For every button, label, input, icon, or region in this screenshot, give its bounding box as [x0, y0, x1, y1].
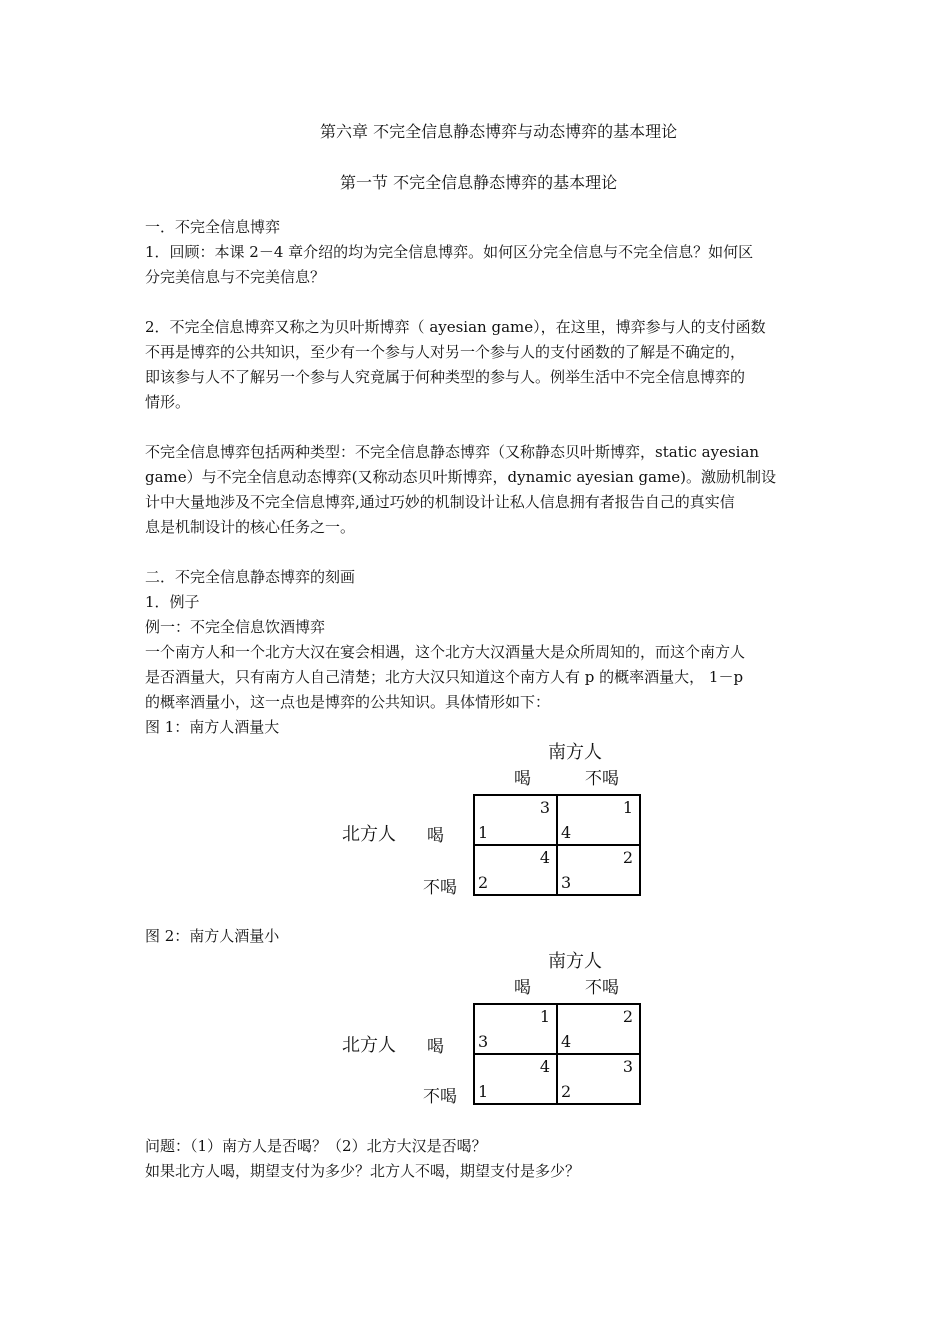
north-payoff: 4	[561, 1032, 572, 1051]
paragraph-line: 1．回顾：本课 2－4 章介绍的均为完全信息博弈。如何区分完全信息与不完全信息？如何区	[145, 243, 754, 261]
south-payoff: 3	[539, 798, 550, 817]
payoff-cell	[557, 795, 640, 845]
section-title: 第一节 不完全信息静态博弈的基本理论	[340, 173, 618, 192]
payoff-cell	[474, 1004, 557, 1054]
paragraph-line: 息是机制设计的核心任务之一。	[145, 518, 356, 536]
payoff-matrix	[473, 794, 641, 896]
col-strategy-label: 喝	[514, 978, 531, 998]
col-strategy-label: 不喝	[585, 978, 619, 998]
north-payoff: 1	[478, 1082, 489, 1101]
row-strategy-label: 不喝	[423, 1087, 457, 1107]
north-payoff: 4	[561, 823, 572, 842]
paragraph-line: game）与不完全信息动态博弈(又称动态贝叶斯博弈，dynamic ayesian game)。激励机制设	[145, 468, 777, 486]
row-player-label: 北方人	[342, 824, 396, 845]
paragraph-line: 分完美信息与不完美信息？	[145, 268, 326, 286]
row-strategy-label: 喝	[427, 1037, 444, 1057]
figure-caption: 图 1：南方人酒量大	[145, 718, 280, 736]
payoff-cell	[557, 845, 640, 895]
chapter-title: 第六章 不完全信息静态博弈与动态博弈的基本理论	[320, 122, 678, 141]
row-player-label: 北方人	[342, 1035, 396, 1056]
question-line: 问题：（1）南方人是否喝？（2）北方大汉是否喝？	[145, 1137, 487, 1155]
north-payoff: 3	[478, 1032, 489, 1051]
question-line: 如果北方人喝，期望支付为多少？北方人不喝，期望支付是多少？	[145, 1162, 581, 1180]
south-payoff: 3	[622, 1057, 633, 1076]
part1-heading: 一．不完全信息博弈	[145, 218, 281, 236]
payoff-matrix	[473, 1003, 641, 1105]
col-player-label: 南方人	[548, 742, 602, 763]
paragraph-line: 计中大量地涉及不完全信息博弈,通过巧妙的机制设计让私人信息拥有者报告自己的真实信	[145, 493, 735, 511]
paragraph-line: 情形。	[145, 393, 191, 411]
payoff-cell	[474, 1054, 557, 1104]
col-strategy-label: 喝	[514, 769, 531, 789]
north-payoff: 2	[478, 873, 489, 892]
row-strategy-label: 不喝	[423, 878, 457, 898]
paragraph-line: 即该参与人不了解另一个参与人究竟属于何种类型的参与人。例举生活中不完全信息博弈的	[145, 368, 746, 386]
south-payoff: 1	[622, 798, 633, 817]
paragraph-line: 不再是博弈的公共知识，至少有一个参与人对另一个参与人的支付函数的了解是不确定的，	[145, 343, 746, 361]
paragraph-line: 一个南方人和一个北方大汉在宴会相遇，这个北方大汉酒量大是众所周知的，而这个南方人	[145, 643, 746, 661]
north-payoff: 1	[478, 823, 489, 842]
north-payoff: 3	[561, 873, 572, 892]
figure-caption: 图 2：南方人酒量小	[145, 927, 280, 945]
north-payoff: 2	[561, 1082, 572, 1101]
payoff-cell	[474, 845, 557, 895]
col-player-label: 南方人	[548, 951, 602, 972]
south-payoff: 1	[539, 1007, 550, 1026]
payoff-cell	[557, 1004, 640, 1054]
payoff-cell	[474, 795, 557, 845]
south-payoff: 4	[539, 848, 550, 867]
example-title: 例一：不完全信息饮酒博弈	[145, 618, 326, 636]
paragraph-line: 2．不完全信息博弈又称之为贝叶斯博弈（ ayesian game），在这里，博弈参与人的支付函数	[145, 318, 766, 336]
subheading: 1．例子	[145, 593, 200, 611]
south-payoff: 2	[622, 1007, 633, 1026]
south-payoff: 2	[622, 848, 633, 867]
row-strategy-label: 喝	[427, 826, 444, 846]
paragraph-line: 的概率酒量小，这一点也是博弈的公共知识。具体情形如下：	[145, 693, 551, 711]
paragraph-line: 不完全信息博弈包括两种类型：不完全信息静态博弈（又称静态贝叶斯博弈，static ayesian	[145, 443, 760, 461]
paragraph-line: 是否酒量大，只有南方人自己清楚；北方大汉只知道这个南方人有 p 的概率酒量大， 1－p	[145, 668, 744, 686]
col-strategy-label: 不喝	[585, 769, 619, 789]
south-payoff: 4	[539, 1057, 550, 1076]
part2-heading: 二．不完全信息静态博弈的刻画	[145, 568, 356, 586]
payoff-cell	[557, 1054, 640, 1104]
